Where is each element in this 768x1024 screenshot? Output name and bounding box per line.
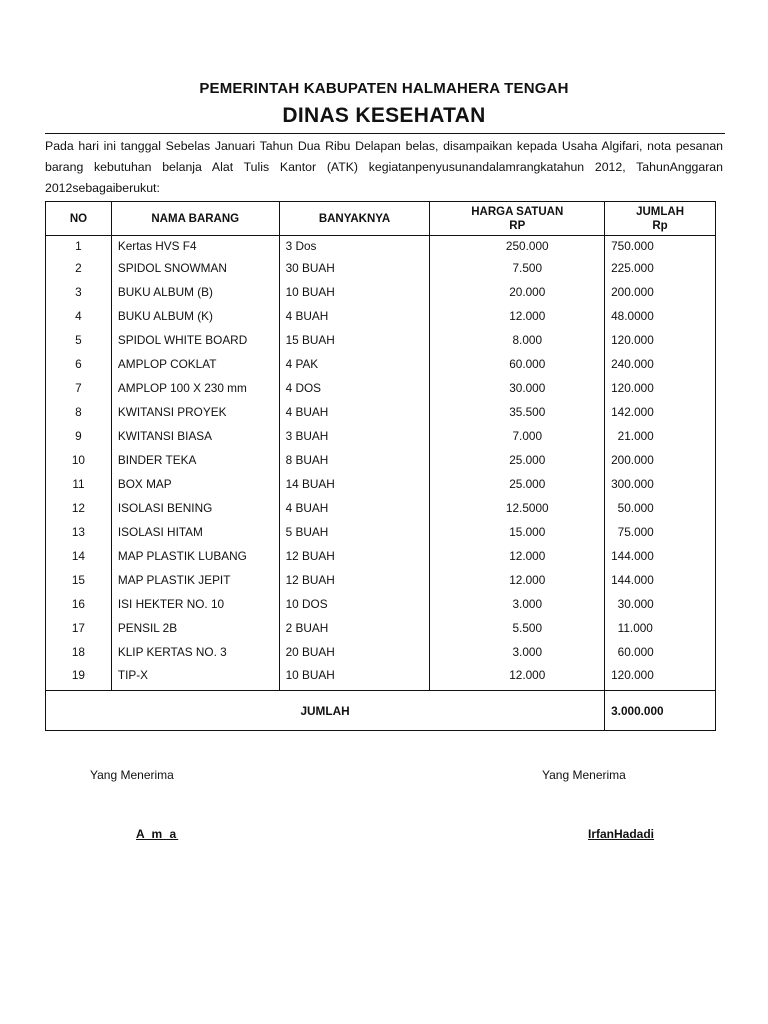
- row-harga-satuan: 5.500: [430, 616, 605, 640]
- row-harga-satuan: 7.500: [430, 256, 605, 280]
- table-row: [46, 592, 716, 616]
- row-no: 6: [46, 352, 112, 376]
- row-no: 16: [46, 592, 112, 616]
- row-no: 8: [46, 400, 112, 424]
- row-jumlah: 120.000: [605, 328, 716, 352]
- table-row: [46, 544, 716, 568]
- row-banyaknya: 15 BUAH: [279, 328, 430, 352]
- row-banyaknya: 12 BUAH: [279, 568, 430, 592]
- row-harga-satuan: 7.000: [430, 424, 605, 448]
- row-nama-barang: MAP PLASTIK JEPIT: [111, 568, 279, 592]
- table-row: [46, 568, 716, 592]
- header-banyaknya: BANYAKNYA: [279, 202, 430, 236]
- row-jumlah: 60.000: [605, 640, 716, 664]
- row-nama-barang: KWITANSI PROYEK: [111, 400, 279, 424]
- row-no: 12: [46, 496, 112, 520]
- row-jumlah: 142.000: [605, 400, 716, 424]
- row-banyaknya: 10 BUAH: [279, 280, 430, 304]
- row-jumlah: 120.000: [605, 376, 716, 400]
- row-banyaknya: 10 DOS: [279, 592, 430, 616]
- table-row: [46, 424, 716, 448]
- row-jumlah: 200.000: [605, 280, 716, 304]
- table-row: [46, 520, 716, 544]
- row-nama-barang: ISOLASI HITAM: [111, 520, 279, 544]
- row-nama-barang: KLIP KERTAS NO. 3: [111, 640, 279, 664]
- row-jumlah: 11.000: [605, 616, 716, 640]
- table-row: [46, 448, 716, 472]
- row-no: 5: [46, 328, 112, 352]
- table-row: [46, 376, 716, 400]
- table-row: [46, 304, 716, 328]
- items-table: [45, 201, 716, 731]
- row-banyaknya: 3 Dos: [279, 236, 430, 257]
- row-jumlah: 21.000: [605, 424, 716, 448]
- signature-right-name: IrfanHadadi: [588, 827, 655, 841]
- row-jumlah: 200.000: [605, 448, 716, 472]
- row-no: 1: [46, 236, 112, 257]
- row-no: 14: [46, 544, 112, 568]
- header-nama-barang: NAMA BARANG: [111, 202, 279, 236]
- row-harga-satuan: 20.000: [430, 280, 605, 304]
- row-no: 7: [46, 376, 112, 400]
- row-jumlah: 120.000: [605, 664, 716, 691]
- row-jumlah: 50.000: [605, 496, 716, 520]
- row-no: 4: [46, 304, 112, 328]
- header-jumlah-line1: JUMLAH: [636, 205, 685, 218]
- table-row: [46, 640, 716, 664]
- row-harga-satuan: 35.500: [430, 400, 605, 424]
- table-row: [46, 352, 716, 376]
- row-no: 10: [46, 448, 112, 472]
- total-label: JUMLAH: [46, 691, 605, 731]
- row-harga-satuan: 3.000: [430, 592, 605, 616]
- row-nama-barang: TIP-X: [111, 664, 279, 691]
- row-jumlah: 48.0000: [605, 304, 716, 328]
- table-row: [46, 280, 716, 304]
- row-harga-satuan: 30.000: [430, 376, 605, 400]
- header-harga-satuan: [430, 202, 605, 236]
- row-banyaknya: 4 BUAH: [279, 400, 430, 424]
- table-row: [46, 472, 716, 496]
- row-banyaknya: 3 BUAH: [279, 424, 430, 448]
- row-nama-barang: BOX MAP: [111, 472, 279, 496]
- row-jumlah: 300.000: [605, 472, 716, 496]
- row-harga-satuan: 12.000: [430, 544, 605, 568]
- row-nama-barang: AMPLOP 100 X 230 mm: [111, 376, 279, 400]
- row-nama-barang: BUKU ALBUM (K): [111, 304, 279, 328]
- header-jumlah-line2: Rp: [652, 219, 668, 232]
- row-nama-barang: MAP PLASTIK LUBANG: [111, 544, 279, 568]
- row-banyaknya: 2 BUAH: [279, 616, 430, 640]
- row-banyaknya: 8 BUAH: [279, 448, 430, 472]
- row-jumlah: 144.000: [605, 544, 716, 568]
- table-row: [46, 256, 716, 280]
- row-jumlah: 30.000: [605, 592, 716, 616]
- row-banyaknya: 4 DOS: [279, 376, 430, 400]
- table-header-row: [46, 202, 716, 236]
- total-value: 3.000.000: [605, 691, 716, 731]
- row-harga-satuan: 12.000: [430, 664, 605, 691]
- row-nama-barang: BINDER TEKA: [111, 448, 279, 472]
- header-harga-line1: HARGA SATUAN: [471, 205, 564, 218]
- row-harga-satuan: 15.000: [430, 520, 605, 544]
- row-nama-barang: PENSIL 2B: [111, 616, 279, 640]
- row-no: 17: [46, 616, 112, 640]
- row-jumlah: 225.000: [605, 256, 716, 280]
- row-no: 13: [46, 520, 112, 544]
- signature-right-title: Yang Menerima: [542, 768, 626, 782]
- header-agency: DINAS KESEHATAN: [282, 104, 486, 127]
- signature-left-title: Yang Menerima: [90, 768, 174, 782]
- row-harga-satuan: 12.000: [430, 304, 605, 328]
- table-row: [46, 496, 716, 520]
- row-nama-barang: Kertas HVS F4: [111, 236, 279, 257]
- header-harga-line2: RP: [509, 219, 526, 232]
- row-no: 9: [46, 424, 112, 448]
- row-nama-barang: AMPLOP COKLAT: [111, 352, 279, 376]
- row-nama-barang: KWITANSI BIASA: [111, 424, 279, 448]
- row-jumlah: 144.000: [605, 568, 716, 592]
- row-nama-barang: BUKU ALBUM (B): [111, 280, 279, 304]
- row-harga-satuan: 8.000: [430, 328, 605, 352]
- table-row: [46, 400, 716, 424]
- row-banyaknya: 10 BUAH: [279, 664, 430, 691]
- row-banyaknya: 4 BUAH: [279, 496, 430, 520]
- row-jumlah: 750.000: [605, 236, 716, 257]
- row-no: 3: [46, 280, 112, 304]
- header-no: NO: [46, 202, 112, 236]
- row-nama-barang: SPIDOL WHITE BOARD: [111, 328, 279, 352]
- row-banyaknya: 4 PAK: [279, 352, 430, 376]
- header-divider: [45, 133, 725, 134]
- row-nama-barang: SPIDOL SNOWMAN: [111, 256, 279, 280]
- total-row: [46, 691, 716, 731]
- row-harga-satuan: 3.000: [430, 640, 605, 664]
- row-harga-satuan: 12.5000: [430, 496, 605, 520]
- row-no: 18: [46, 640, 112, 664]
- table-row: [46, 664, 716, 691]
- row-no: 19: [46, 664, 112, 691]
- row-harga-satuan: 60.000: [430, 352, 605, 376]
- table-row: [46, 236, 716, 257]
- row-no: 11: [46, 472, 112, 496]
- row-harga-satuan: 25.000: [430, 448, 605, 472]
- row-no: 15: [46, 568, 112, 592]
- row-nama-barang: ISOLASI BENING: [111, 496, 279, 520]
- table-row: [46, 616, 716, 640]
- row-jumlah: 75.000: [605, 520, 716, 544]
- intro-paragraph: Pada hari ini tanggal Sebelas Januari Tahun Dua Ribu Delapan belas, disampaikan kepada Usaha Algifari, nota pesanan barang kebutuhan belanja Alat Tulis Kantor (ATK) kegiatanpenyusunandalamrangkatahun 2012, TahunAnggaran 2012sebagaiberukut:: [45, 139, 723, 195]
- row-banyaknya: 4 BUAH: [279, 304, 430, 328]
- row-harga-satuan: 12.000: [430, 568, 605, 592]
- row-harga-satuan: 25.000: [430, 472, 605, 496]
- row-no: 2: [46, 256, 112, 280]
- row-banyaknya: 14 BUAH: [279, 472, 430, 496]
- row-banyaknya: 20 BUAH: [279, 640, 430, 664]
- signature-left-name: A m a: [136, 827, 179, 841]
- row-nama-barang: ISI HEKTER NO. 10: [111, 592, 279, 616]
- row-banyaknya: 12 BUAH: [279, 544, 430, 568]
- table-row: [46, 328, 716, 352]
- header-jumlah: [605, 202, 716, 236]
- header-government: PEMERINTAH KABUPATEN HALMAHERA TENGAH: [199, 80, 569, 97]
- row-banyaknya: 30 BUAH: [279, 256, 430, 280]
- row-harga-satuan: 250.000: [430, 236, 605, 257]
- row-jumlah: 240.000: [605, 352, 716, 376]
- row-banyaknya: 5 BUAH: [279, 520, 430, 544]
